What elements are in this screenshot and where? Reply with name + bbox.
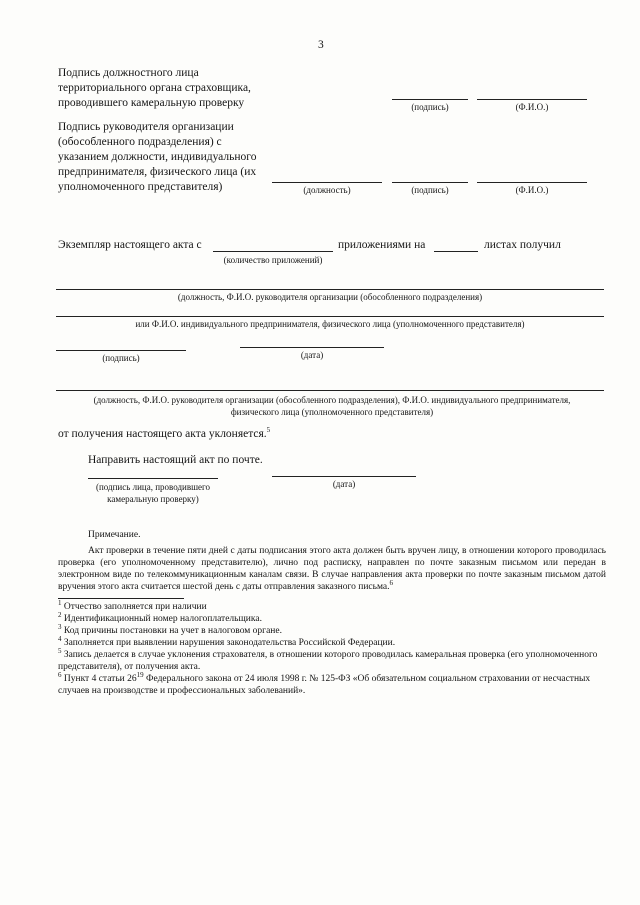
inspector-name-label: (Ф.И.О.) — [515, 102, 549, 112]
page-number: 3 — [318, 39, 324, 51]
inspector-signature-caption: Подпись должностного лица территориального органа страховщика, проводившего камеральную проверку — [58, 67, 251, 109]
head-position-label: (должность) — [303, 185, 351, 195]
head-signature-caption: Подпись руководителя организации (обособленного подразделения) с указанием должности, индивидуального предпринимателя, физического лица (их уполномоченного представителя) — [58, 121, 257, 193]
mail-signer-label: (подпись лица, проводившего камеральную проверку) — [95, 482, 211, 504]
head-signature-line — [392, 182, 468, 183]
attachments-count-line — [213, 251, 333, 252]
refusal-text-body: от получения настоящего акта уклоняется. — [58, 428, 267, 440]
recipient-line-1 — [56, 289, 604, 290]
send-by-mail-text: Направить настоящий акт по почте. — [88, 454, 263, 466]
footnote-2: $^2$ Идентификационный номер налогоплательщика. — [58, 610, 262, 624]
recipient-signature-label: (подпись) — [102, 353, 140, 363]
mail-date-line — [272, 476, 416, 477]
head-name-label: (Ф.И.О.) — [515, 185, 549, 195]
recipient-date-line — [240, 347, 384, 348]
footnote-4: $^4$ Заполняется при выявлении нарушения законодательства Российской Федерации. — [58, 634, 396, 648]
inspector-signature-line — [392, 99, 468, 100]
inspector-name-line — [477, 99, 587, 100]
remark-title: Примечание. — [88, 530, 141, 540]
recipient-date-label: (дата) — [300, 350, 324, 360]
footnote-6: $^6$ Пункт 4 статьи $26^{19}$ Федерального закона от 24 июля 1998 г. № 125-ФЗ «Об обязательном социальном страховании от несчастных случаев на производстве и профессиональных заболеваний». — [58, 670, 591, 696]
head-name-line — [477, 182, 587, 183]
head-position-line — [272, 182, 382, 183]
footnote-5: $^5$ Запись делается в случае уклонения страхователя, в отношении которого проводилась камеральная проверка (его уполномоченного представителя), от получения акта. — [58, 646, 598, 672]
refusal-label: (должность, Ф.И.О. руководителя организации (обособленного подразделения), Ф.И.О. индивидуального предпринимателя, физического лица (уполномоченного представителя) — [93, 395, 571, 417]
recipient-label-1: (должность, Ф.И.О. руководителя организации (обособленного подразделения) — [177, 292, 483, 302]
refusal-line — [56, 390, 604, 391]
copy-received-text-2: приложениями на — [338, 239, 426, 251]
remark-text-body: Акт проверки в течение пяти дней с даты подписания этого акта должен быть вручен лицу, в отношении которого проводилась проверка (его уполномоченному представителю), лично под расписку, направлен по почте заказным письмом или передан в электронном виде по телекоммуникационным каналам связи. В случае направления акта проверки по почте заказным письмом датой вручения этого акта считается шестой день с даты отправления заказного письма. — [58, 546, 606, 592]
recipient-label-2: или Ф.И.О. индивидуального предпринимателя, физического лица (уполномоченного представителя) — [135, 319, 525, 329]
recipient-line-2 — [56, 316, 604, 317]
refusal-text — [58, 427, 270, 442]
footnote-ref-6: 6 — [389, 578, 393, 587]
sheets-count-line — [434, 251, 478, 252]
footnote-ref-5: 5 — [266, 426, 271, 435]
footnote-1: $^1$ Отчество заполняется при наличии — [58, 598, 207, 612]
copy-received-text-3: листах получил — [484, 239, 561, 251]
mail-signer-line — [88, 478, 218, 479]
footnotes — [58, 598, 606, 697]
head-signature-label: (подпись) — [411, 185, 449, 195]
attachments-count-label: (количество приложений) — [223, 255, 323, 265]
mail-date-label: (дата) — [332, 479, 356, 489]
inspector-signature-label: (подпись) — [411, 102, 449, 112]
footnote-3: $^3$ Код причины постановки на учет в налоговом органе. — [58, 622, 282, 636]
copy-received-text-1: Экземпляр настоящего акта с — [58, 239, 202, 251]
remark-text — [58, 545, 606, 593]
recipient-signature-line — [56, 350, 186, 351]
footnote-separator — [58, 598, 184, 599]
